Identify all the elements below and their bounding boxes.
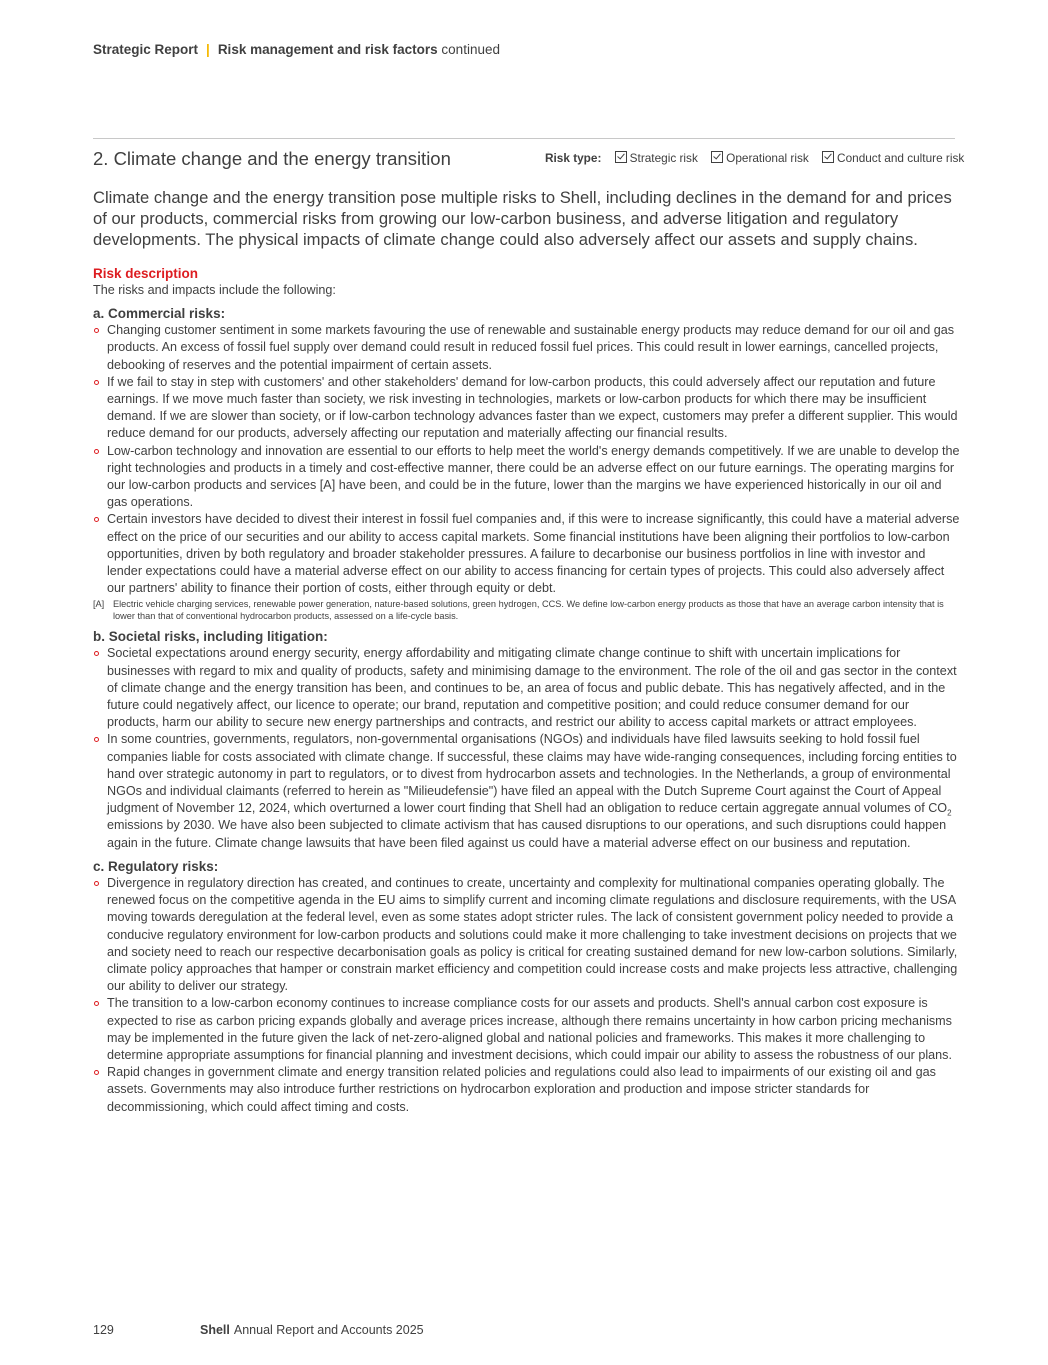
header-section: Strategic Report: [93, 42, 199, 57]
societal-heading: b. Societal risks, including litigation:: [93, 629, 328, 645]
risk-description-heading: Risk description: [93, 266, 199, 281]
checkbox-checked-icon: [711, 151, 723, 163]
brand-name: Shell: [200, 1323, 230, 1337]
page-number: 129: [93, 1323, 114, 1337]
risk-type-conduct: Conduct and culture risk: [822, 151, 964, 165]
section-title: 2. Climate change and the energy transition: [93, 148, 451, 169]
list-item: Divergence in regulatory direction has created, and continues to create, uncertainty and complexity for multinational companies operating globally. The renewed focus on the competitive agenda in the EU aims to simplify current and incoming climate regulations and disclosure requirements, with the USA moving towards deregulation at the federal level, even as some states adopt stricter rules. The lack of consistent government policy needed to provide a conducive regulatory environment for low-carbon products and solutions could make it more challenging to take investment decisions on projects that we and society need to reach our respective decarbonisation goals as policy is critical for creating sustained demand for new low-carbon solutions. Similarly, climate policy approaches that hamper or constrain market efficiency and competition could increase costs and make projects less attractive, challenging our ability to deliver our strategy.: [93, 875, 963, 995]
risk-type-label: Risk type:: [545, 151, 602, 165]
report-title: Annual Report and Accounts 2025: [233, 1323, 424, 1337]
footnote: [93, 599, 963, 622]
commercial-list: [93, 322, 963, 597]
list-item: The transition to a low-carbon economy continues to increase compliance costs for our assets and products. Shell's annual carbon cost exposure is expected to rise as carbon pricing expands globally and average prices increase, although there remains uncertainty in how carbon pricing mechanisms may be implemented in the future given the lack of net-zero-aligned global and national policies and frameworks. This makes it more challenging to determine appropriate assumptions for financial planning and investment decisions, which could impair our ability to assess the robustness of our plans.: [93, 995, 963, 1064]
list-item: If we fail to stay in step with customers' and other stakeholders' demand for low-carbon products, this could adversely affect our reputation and future earnings. If we move much faster than society, we risk investing in technologies, markets or low-carbon products for which there may be insufficient demand. If we are slower than society, or if low-carbon technology advances faster than we expect, customers may prefer a different supplier. This would reduce demand for our products, adversely affecting our reputation and materially affecting our financial results.: [93, 374, 963, 443]
list-item: Changing customer sentiment in some markets favouring the use of renewable and sustainable energy products may reduce demand for our oil and gas products. An excess of fossil fuel supply over demand could result in reduced fossil fuel prices. This could result in lower earnings, cancelled projects, debooking of reserves and the potential impairment of certain assets.: [93, 322, 963, 374]
header-divider: |: [206, 42, 210, 57]
checkbox-checked-icon: [615, 151, 627, 163]
checkbox-checked-icon: [822, 151, 834, 163]
header-continued: continued: [441, 42, 500, 57]
risk-type-operational: Operational risk: [711, 151, 809, 165]
report-footer: [200, 1323, 424, 1337]
regulatory-list: [93, 875, 963, 1116]
regulatory-heading: c. Regulatory risks:: [93, 858, 219, 874]
list-item: In some countries, governments, regulators, non-governmental organisations (NGOs) and individuals have filed lawsuits seeking to hold fossil fuel companies liable for costs associated with climate change. If successful, these claims may have wide-ranging consequences, including forcing entities to hand over strategic autonomy in part to regulators, or to divest from hydrocarbon assets and technologies. In the Netherlands, a group of environmental NGOs and individual claimants (referred to herein as "Milieudefensie") have filed an appeal with the Dutch Supreme Court against the Court of Appeal judgment of November 12, 2024, which overturned a lower court finding that Shell had an obligation to reduce certain aggregate annual volumes of $CO_2$ emissions by 2030. We have also been subjected to climate activism that has caused disruptions to our operations, and such disruptions could happen again in the future. Climate change lawsuits that have been filed against us could have a material adverse effect on our business and reputation.: [93, 731, 963, 851]
risk-description-lead: The risks and impacts include the following:: [93, 283, 336, 297]
running-header: [93, 42, 500, 57]
societal-list: [93, 645, 963, 851]
list-item: Rapid changes in government climate and energy transition related policies and regulations could also lead to impairments of our existing oil and gas assets. Governments may also introduce further restrictions on hydrocarbon exploration and production and impose stricter standards for decommissioning, which could affect timing and costs.: [93, 1064, 963, 1116]
list-item: Societal expectations around energy security, energy affordability and mitigating climate change continue to shift with uncertain implications for businesses with regard to mix and quality of products, safety and minimising damage to the environment. The role of the oil and gas sector in the context of climate change and the energy transition has been, and continues to be, an area of focus and public debate. This has negatively affected, and in the future could negatively affect, our licence to operate; our brand, reputation and competitive position; and could reduce consumer demand for our products, harm our ability to secure new energy partnerships and contracts, and restrict our ability to access capital markets or attract employees.: [93, 645, 963, 731]
footnote-tag: [A]: [93, 599, 105, 610]
list-item: Low-carbon technology and innovation are essential to our efforts to help meet the world's energy demands competitively. If we are unable to develop the right technologies and products in a timely and cost-effective manner, there could be an adverse effect on our future earnings. The operating margins for our low-carbon products and services [A] have been, and could be in the future, lower than the margins we have experienced historically in our oil and gas operations.: [93, 443, 963, 512]
risk-type-row: [545, 151, 964, 165]
risk-type-strategic: Strategic risk: [615, 151, 698, 165]
header-subsection: Risk management and risk factors: [217, 42, 438, 57]
commercial-heading: a. Commercial risks:: [93, 306, 226, 322]
section-divider: [93, 138, 955, 139]
list-item: Certain investors have decided to divest their interest in fossil fuel companies and, if this were to increase significantly, this could have a material adverse effect on the price of our securities and our ability to access capital markets. Some financial institutions have been aligning their portfolios to low-carbon opportunities, driven by both regulatory and broader stakeholder pressures. A failure to decarbonise our business portfolios in line with investor and lender expectations could have a material adverse effect on our ability to access financing for certain types of projects. This could also adversely affect our partners' ability to finance their portion of costs, either through equity or debt.: [93, 511, 963, 597]
intro-paragraph: Climate change and the energy transition pose multiple risks to Shell, including declines in the demand for and prices of our products, commercial risks from growing our low-carbon business, and adverse litigation and regulatory developments. The physical impacts of climate change could also adversely affect our assets and supply chains.: [93, 188, 952, 249]
risk-content: [93, 265, 963, 1116]
footnote-text: Electric vehicle charging services, renewable power generation, nature-based solutions, green hydrogen, CCS. We define low-carbon energy products as those that have an average carbon intensity that is lower than that of conventional hydrocarbon products, assessed on a life-cycle basis.: [113, 599, 944, 621]
